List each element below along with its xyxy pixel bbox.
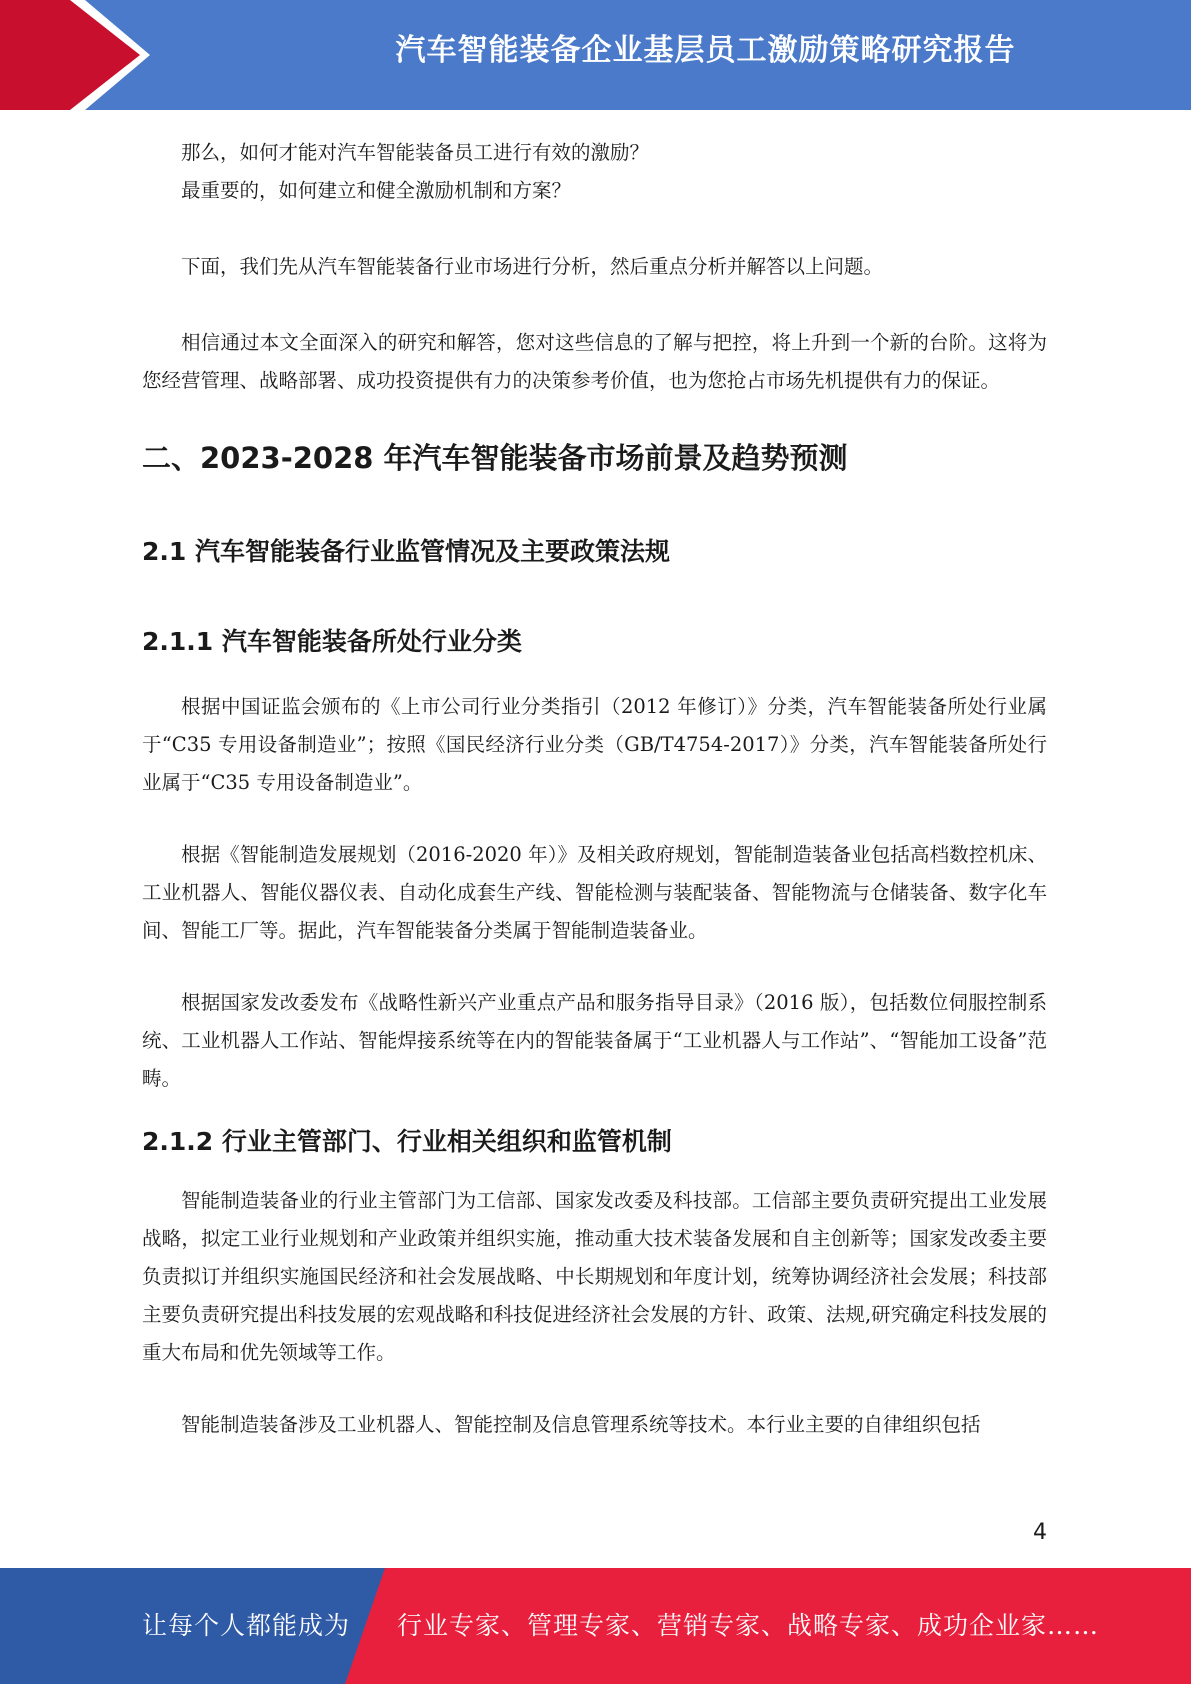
intro-question-1: 那么，如何才能对汽车智能装备员工进行有效的激励？ xyxy=(181,141,650,164)
intro-question-2: 最重要的，如何建立和健全激励机制和方案？ xyxy=(181,179,572,202)
header-chevron-arrow xyxy=(0,0,140,110)
section-2-1-2-heading: 2.1.2 行业主管部门、行业相关组织和监管机制 xyxy=(142,1127,672,1156)
page-footer xyxy=(0,1568,1191,1684)
section-2-1-2-paragraph-2: 智能制造装备涉及工业机器人、智能控制及信息管理系统等技术。本行业主要的自律组织包括 xyxy=(181,1413,981,1436)
document-body xyxy=(142,134,1047,1444)
section-2-1-heading: 2.1 汽车智能装备行业监管情况及主要政策法规 xyxy=(142,537,670,566)
section-2-1-1-heading: 2.1.1 汽车智能装备所处行业分类 xyxy=(142,627,522,656)
section-2-1-1-paragraph-3: 根据国家发改委发布《战略性新兴产业重点产品和服务指导目录》（2016 版），包括数位伺服控制系统、工业机器人工作站、智能焊接系统等在内的智能装备属于“工业机器人与工作站”、“智能加工设备”范畴。 xyxy=(142,991,1047,1090)
section-2-1-2-paragraph-1: 智能制造装备业的行业主管部门为工信部、国家发改委及科技部。工信部主要负责研究提出工业发展战略，拟定工业行业规划和产业政策并组织实施，推动重大技术装备发展和自主创新等；国家发改委主要负责拟订并组织实施国民经济和社会发展战略、中长期规划和年度计划，统筹协调经济社会发展；科技部主要负责研究提出科技发展的宏观战略和科技促进经济社会发展的方针、政策、法规,研究确定科技发展的重大布局和优先领域等工作。 xyxy=(142,1189,1047,1364)
page-number: 4 xyxy=(1033,1520,1047,1545)
intro-paragraph-1: 下面，我们先从汽车智能装备行业市场进行分析，然后重点分析并解答以上问题。 xyxy=(181,255,884,278)
section-2-1-1-paragraph-2: 根据《智能制造发展规划（2016-2020 年）》及相关政府规划，智能制造装备业包括高档数控机床、工业机器人、智能仪器仪表、自动化成套生产线、智能检测与装配装备、智能物流与仓储装备、数字化车间、智能工厂等。据此，汽车智能装备分类属于智能制造装备业。 xyxy=(142,843,1047,942)
report-title: 汽车智能装备企业基层员工激励策略研究报告 xyxy=(395,33,1016,68)
section-2-1-1-paragraph-1: 根据中国证监会颁布的《上市公司行业分类指引（2012 年修订）》分类，汽车智能装备所处行业属于“C35 专用设备制造业”；按照《国民经济行业分类（GB/T4754-2017）》分类，汽车智能装备所处行业属于“C35 专用设备制造业”。 xyxy=(142,695,1047,794)
section-2-heading: 二、2023-2028 年汽车智能装备市场前景及趋势预测 xyxy=(142,441,848,475)
page-header xyxy=(0,0,1191,110)
intro-paragraph-2: 相信通过本文全面深入的研究和解答，您对这些信息的了解与把控，将上升到一个新的台阶。这将为您经营管理、战略部署、成功投资提供有力的决策参考价值，也为您抢占市场先机提供有力的保证。 xyxy=(142,331,1047,392)
footer-slogan-left: 让每个人都能成为 xyxy=(142,1611,351,1640)
footer-slogan-right: 行业专家、管理专家、营销专家、战略专家、成功企业家…… xyxy=(397,1611,1100,1640)
